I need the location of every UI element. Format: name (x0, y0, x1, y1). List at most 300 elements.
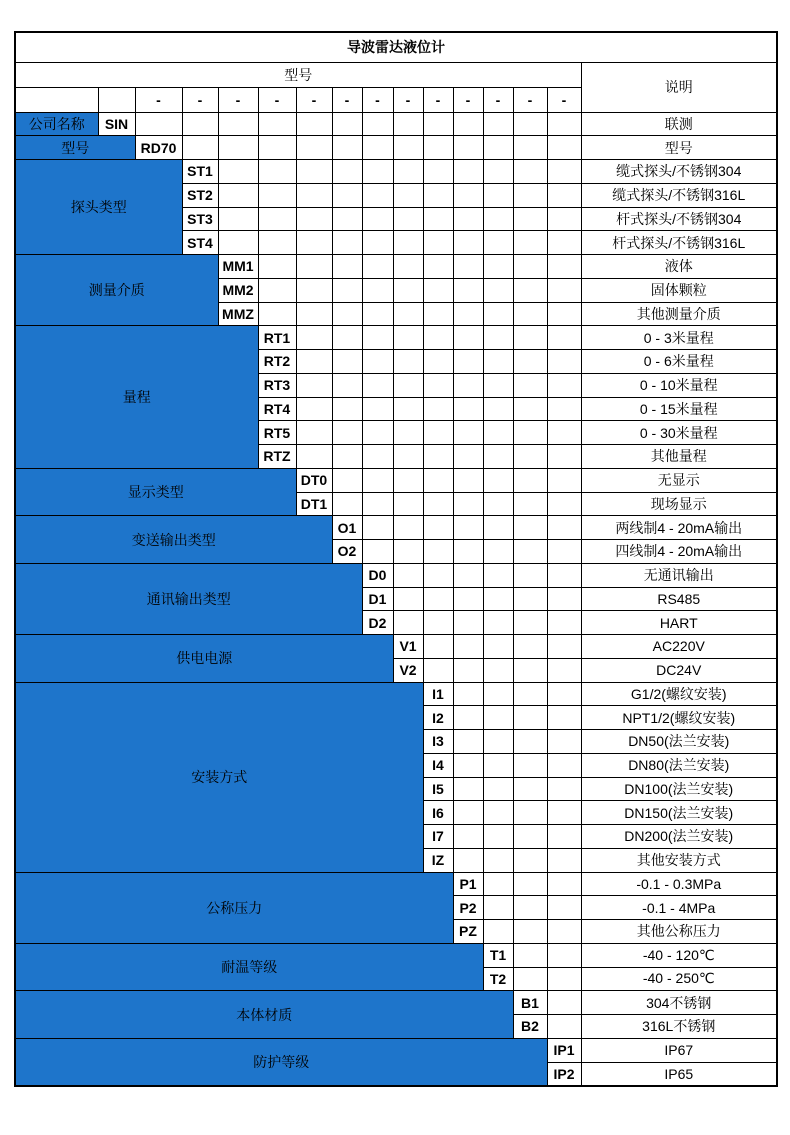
category-cell: 安装方式 (15, 682, 423, 872)
empty-grid-cell (332, 350, 362, 374)
empty-grid-cell (393, 112, 423, 136)
description-cell: DN100(法兰安装) (581, 777, 777, 801)
empty-grid-cell (362, 492, 393, 516)
description-cell: DN50(法兰安装) (581, 730, 777, 754)
code-cell: DT1 (296, 492, 332, 516)
table-row (15, 682, 777, 706)
empty-grid-cell (453, 706, 483, 730)
empty-grid-cell (423, 658, 453, 682)
dash-separator-cell: - (182, 87, 218, 112)
empty-grid-cell (423, 278, 453, 302)
category-cell: 本体材质 (15, 991, 513, 1039)
empty-grid-cell (453, 848, 483, 872)
table-row (15, 516, 777, 540)
empty-grid-cell (547, 373, 581, 397)
empty-grid-cell (513, 563, 547, 587)
empty-grid-cell (362, 326, 393, 350)
code-cell: IP2 (547, 1062, 581, 1086)
code-cell: V1 (393, 635, 423, 659)
empty-grid-cell (483, 183, 513, 207)
dash-separator-cell: - (453, 87, 483, 112)
empty-grid-cell (547, 492, 581, 516)
empty-grid-cell (332, 326, 362, 350)
empty-grid-cell (547, 207, 581, 231)
empty-grid-cell (547, 302, 581, 326)
empty-grid-cell (483, 350, 513, 374)
empty-grid-cell (513, 801, 547, 825)
empty-grid-cell (362, 516, 393, 540)
empty-grid-cell (362, 231, 393, 255)
empty-grid-cell (513, 373, 547, 397)
description-cell: DN150(法兰安装) (581, 801, 777, 825)
empty-grid-cell (453, 207, 483, 231)
empty-grid-cell (483, 777, 513, 801)
empty-grid-cell (332, 397, 362, 421)
empty-grid-cell (362, 421, 393, 445)
empty-grid-cell (332, 160, 362, 184)
empty-grid-cell (423, 160, 453, 184)
empty-grid-cell (258, 255, 296, 279)
empty-grid-cell (513, 326, 547, 350)
empty-grid-cell (218, 231, 258, 255)
empty-grid-cell (513, 658, 547, 682)
empty-grid-cell (483, 492, 513, 516)
empty-grid-cell (296, 112, 332, 136)
description-cell: 无显示 (581, 468, 777, 492)
empty-grid-cell (296, 373, 332, 397)
empty-grid-cell (483, 730, 513, 754)
dash-separator-cell: - (332, 87, 362, 112)
category-cell: 变送输出类型 (15, 516, 332, 564)
empty-grid-cell (513, 920, 547, 944)
empty-grid-cell (513, 350, 547, 374)
empty-grid-cell (547, 943, 581, 967)
empty-grid-cell (453, 397, 483, 421)
empty-grid-cell (547, 1015, 581, 1039)
empty-grid-cell (332, 136, 362, 160)
empty-grid-cell (332, 278, 362, 302)
empty-grid-cell (453, 278, 483, 302)
title-row (15, 32, 777, 62)
empty-grid-cell (453, 611, 483, 635)
empty-grid-cell (423, 397, 453, 421)
category-cell: 公司名称 (15, 112, 98, 136)
empty-grid-cell (483, 302, 513, 326)
empty-grid-cell (453, 302, 483, 326)
empty-grid-cell (423, 373, 453, 397)
empty-grid-cell (483, 753, 513, 777)
table-row (15, 326, 777, 350)
empty-grid-cell (453, 326, 483, 350)
description-cell: -0.1 - 0.3MPa (581, 872, 777, 896)
empty-grid-cell (218, 160, 258, 184)
code-cell: I6 (423, 801, 453, 825)
empty-grid-cell (296, 231, 332, 255)
empty-grid-cell (483, 231, 513, 255)
empty-grid-cell (547, 563, 581, 587)
code-cell: IP1 (547, 1038, 581, 1062)
empty-grid-cell (332, 231, 362, 255)
empty-grid-cell (423, 421, 453, 445)
empty-grid-cell (218, 207, 258, 231)
empty-grid-cell (547, 516, 581, 540)
table-row (15, 872, 777, 896)
empty-grid-cell (483, 611, 513, 635)
description-cell: 固体颗粒 (581, 278, 777, 302)
empty-grid-cell (547, 445, 581, 469)
code-cell: MM1 (218, 255, 258, 279)
empty-grid-cell (547, 658, 581, 682)
empty-grid-cell (362, 136, 393, 160)
empty-grid-cell (513, 635, 547, 659)
empty-grid-cell (423, 326, 453, 350)
empty-grid-cell (513, 255, 547, 279)
empty-grid-cell (218, 183, 258, 207)
code-cell: ST4 (182, 231, 218, 255)
code-cell: DT0 (296, 468, 332, 492)
empty-grid-cell (453, 445, 483, 469)
empty-grid-cell (296, 255, 332, 279)
description-cell: 两线制4 - 20mA输出 (581, 516, 777, 540)
code-cell: PZ (453, 920, 483, 944)
code-cell: MM2 (218, 278, 258, 302)
empty-grid-cell (513, 967, 547, 991)
dash-separator-cell: - (218, 87, 258, 112)
empty-grid-cell (513, 302, 547, 326)
empty-grid-cell (513, 848, 547, 872)
dash-separator-cell: - (483, 87, 513, 112)
empty-grid-cell (547, 231, 581, 255)
empty-grid-cell (258, 160, 296, 184)
empty-grid-cell (332, 468, 362, 492)
empty-grid-cell (513, 587, 547, 611)
empty-grid-cell (453, 183, 483, 207)
empty-grid-cell (423, 183, 453, 207)
code-cell: D1 (362, 587, 393, 611)
code-cell: P1 (453, 872, 483, 896)
empty-grid-cell (513, 231, 547, 255)
table-row (15, 468, 777, 492)
empty-grid-cell (423, 136, 453, 160)
empty-grid-cell (483, 207, 513, 231)
empty-grid-cell (513, 207, 547, 231)
description-cell: 304不锈钢 (581, 991, 777, 1015)
table-row (15, 255, 777, 279)
empty-grid-cell (547, 825, 581, 849)
empty-grid-cell (453, 112, 483, 136)
empty-grid-cell (362, 445, 393, 469)
empty-grid-cell (258, 183, 296, 207)
empty-grid-cell (483, 563, 513, 587)
empty-grid-cell (218, 136, 258, 160)
table-row (15, 160, 777, 184)
empty-grid-cell (547, 397, 581, 421)
category-cell: 探头类型 (15, 160, 182, 255)
description-cell: 杆式探头/不锈钢316L (581, 231, 777, 255)
description-cell: G1/2(螺纹安装) (581, 682, 777, 706)
empty-grid-cell (258, 136, 296, 160)
empty-grid-cell (547, 801, 581, 825)
category-cell: 耐温等级 (15, 943, 483, 991)
description-cell: IP65 (581, 1062, 777, 1086)
empty-grid-cell (393, 540, 423, 564)
empty-grid-cell (362, 160, 393, 184)
description-cell: 0 - 6米量程 (581, 350, 777, 374)
dash-separator-cell: - (547, 87, 581, 112)
empty-grid-cell (332, 112, 362, 136)
empty-grid-cell (453, 658, 483, 682)
empty-grid-cell (483, 920, 513, 944)
empty-grid-cell (258, 112, 296, 136)
empty-grid-cell (483, 373, 513, 397)
description-cell: 0 - 15米量程 (581, 397, 777, 421)
empty-grid-cell (135, 112, 182, 136)
empty-grid-cell (547, 112, 581, 136)
code-cell: I1 (423, 682, 453, 706)
empty-grid-cell (483, 635, 513, 659)
empty-grid-cell (296, 136, 332, 160)
blank-header-cell (15, 87, 98, 112)
empty-grid-cell (296, 445, 332, 469)
code-cell: D0 (362, 563, 393, 587)
empty-grid-cell (547, 255, 581, 279)
code-cell: I7 (423, 825, 453, 849)
category-cell: 型号 (15, 136, 135, 160)
table-row (15, 943, 777, 967)
empty-grid-cell (393, 587, 423, 611)
empty-grid-cell (483, 801, 513, 825)
empty-grid-cell (332, 492, 362, 516)
empty-grid-cell (483, 516, 513, 540)
empty-grid-cell (362, 302, 393, 326)
empty-grid-cell (296, 350, 332, 374)
empty-grid-cell (483, 848, 513, 872)
empty-grid-cell (393, 445, 423, 469)
empty-grid-cell (393, 255, 423, 279)
code-cell: SIN (98, 112, 135, 136)
dash-separator-cell: - (296, 87, 332, 112)
empty-grid-cell (362, 397, 393, 421)
empty-grid-cell (423, 302, 453, 326)
description-cell: 现场显示 (581, 492, 777, 516)
code-cell: ST2 (182, 183, 218, 207)
empty-grid-cell (547, 872, 581, 896)
empty-grid-cell (423, 255, 453, 279)
description-cell: 其他公称压力 (581, 920, 777, 944)
empty-grid-cell (453, 492, 483, 516)
empty-grid-cell (393, 373, 423, 397)
description-cell: DN80(法兰安装) (581, 753, 777, 777)
empty-grid-cell (393, 516, 423, 540)
description-cell: 四线制4 - 20mA输出 (581, 540, 777, 564)
empty-grid-cell (453, 635, 483, 659)
empty-grid-cell (547, 278, 581, 302)
description-cell: DC24V (581, 658, 777, 682)
empty-grid-cell (393, 160, 423, 184)
empty-grid-cell (362, 112, 393, 136)
empty-grid-cell (483, 658, 513, 682)
empty-grid-cell (362, 278, 393, 302)
dash-separator-cell: - (362, 87, 393, 112)
description-cell: IP67 (581, 1038, 777, 1062)
empty-grid-cell (393, 302, 423, 326)
code-cell: RT5 (258, 421, 296, 445)
code-cell: RD70 (135, 136, 182, 160)
empty-grid-cell (453, 231, 483, 255)
description-cell: 0 - 3米量程 (581, 326, 777, 350)
empty-grid-cell (332, 302, 362, 326)
empty-grid-cell (513, 160, 547, 184)
empty-grid-cell (547, 730, 581, 754)
code-cell: T2 (483, 967, 513, 991)
dash-separator-cell: - (135, 87, 182, 112)
description-cell: 0 - 30米量程 (581, 421, 777, 445)
empty-grid-cell (513, 777, 547, 801)
empty-grid-cell (483, 255, 513, 279)
empty-grid-cell (483, 682, 513, 706)
code-cell: RT4 (258, 397, 296, 421)
empty-grid-cell (453, 255, 483, 279)
empty-grid-cell (393, 231, 423, 255)
category-cell: 显示类型 (15, 468, 296, 516)
empty-grid-cell (182, 112, 218, 136)
empty-grid-cell (483, 468, 513, 492)
empty-grid-cell (332, 183, 362, 207)
empty-grid-cell (332, 445, 362, 469)
empty-grid-cell (258, 231, 296, 255)
empty-grid-cell (362, 468, 393, 492)
description-cell: 0 - 10米量程 (581, 373, 777, 397)
empty-grid-cell (296, 421, 332, 445)
empty-grid-cell (393, 421, 423, 445)
description-cell: 型号 (581, 136, 777, 160)
empty-grid-cell (453, 563, 483, 587)
model-selection-table (14, 31, 778, 1087)
table-row (15, 563, 777, 587)
empty-grid-cell (393, 563, 423, 587)
empty-grid-cell (362, 255, 393, 279)
empty-grid-cell (362, 183, 393, 207)
empty-grid-cell (453, 136, 483, 160)
code-cell: RT2 (258, 350, 296, 374)
empty-grid-cell (547, 611, 581, 635)
empty-grid-cell (423, 231, 453, 255)
empty-grid-cell (332, 421, 362, 445)
empty-grid-cell (423, 207, 453, 231)
page-title: 导波雷达液位计 (15, 32, 777, 62)
empty-grid-cell (393, 397, 423, 421)
empty-grid-cell (362, 350, 393, 374)
empty-grid-cell (483, 278, 513, 302)
empty-grid-cell (296, 278, 332, 302)
empty-grid-cell (453, 682, 483, 706)
empty-grid-cell (362, 207, 393, 231)
empty-grid-cell (393, 207, 423, 231)
empty-grid-cell (182, 136, 218, 160)
code-cell: O1 (332, 516, 362, 540)
category-cell: 供电电源 (15, 635, 393, 683)
empty-grid-cell (453, 587, 483, 611)
empty-grid-cell (393, 492, 423, 516)
empty-grid-cell (513, 445, 547, 469)
empty-grid-cell (258, 207, 296, 231)
code-cell: IZ (423, 848, 453, 872)
empty-grid-cell (258, 278, 296, 302)
table-row (15, 1038, 777, 1062)
empty-grid-cell (423, 445, 453, 469)
description-cell: 无通讯输出 (581, 563, 777, 587)
empty-grid-cell (483, 421, 513, 445)
empty-grid-cell (513, 825, 547, 849)
empty-grid-cell (547, 350, 581, 374)
empty-grid-cell (483, 136, 513, 160)
description-cell: 其他量程 (581, 445, 777, 469)
empty-grid-cell (513, 540, 547, 564)
empty-grid-cell (547, 136, 581, 160)
empty-grid-cell (547, 160, 581, 184)
empty-grid-cell (547, 706, 581, 730)
code-cell: ST3 (182, 207, 218, 231)
empty-grid-cell (483, 540, 513, 564)
empty-grid-cell (423, 635, 453, 659)
code-cell: P2 (453, 896, 483, 920)
empty-grid-cell (547, 635, 581, 659)
empty-grid-cell (483, 326, 513, 350)
table-row (15, 635, 777, 659)
empty-grid-cell (258, 302, 296, 326)
empty-grid-cell (393, 468, 423, 492)
empty-grid-cell (423, 350, 453, 374)
empty-grid-cell (393, 183, 423, 207)
empty-grid-cell (483, 825, 513, 849)
empty-grid-cell (483, 896, 513, 920)
code-cell: ST1 (182, 160, 218, 184)
empty-grid-cell (453, 373, 483, 397)
table-row (15, 112, 777, 136)
empty-grid-cell (547, 682, 581, 706)
empty-grid-cell (547, 920, 581, 944)
header-row (15, 62, 777, 87)
empty-grid-cell (513, 492, 547, 516)
empty-grid-cell (453, 753, 483, 777)
code-cell: I4 (423, 753, 453, 777)
empty-grid-cell (547, 753, 581, 777)
empty-grid-cell (483, 872, 513, 896)
empty-grid-cell (513, 896, 547, 920)
model-column-header: 型号 (15, 62, 581, 87)
code-cell: I3 (423, 730, 453, 754)
empty-grid-cell (453, 468, 483, 492)
empty-grid-cell (547, 777, 581, 801)
empty-grid-cell (393, 611, 423, 635)
empty-grid-cell (513, 730, 547, 754)
empty-grid-cell (453, 516, 483, 540)
empty-grid-cell (332, 207, 362, 231)
code-cell: V2 (393, 658, 423, 682)
description-cell: NPT1/2(螺纹安装) (581, 706, 777, 730)
empty-grid-cell (453, 777, 483, 801)
code-cell: T1 (483, 943, 513, 967)
empty-grid-cell (453, 801, 483, 825)
empty-grid-cell (393, 326, 423, 350)
description-cell: -40 - 250℃ (581, 967, 777, 991)
empty-grid-cell (423, 611, 453, 635)
empty-grid-cell (547, 421, 581, 445)
empty-grid-cell (483, 397, 513, 421)
empty-grid-cell (513, 421, 547, 445)
empty-grid-cell (296, 183, 332, 207)
table-row (15, 991, 777, 1015)
